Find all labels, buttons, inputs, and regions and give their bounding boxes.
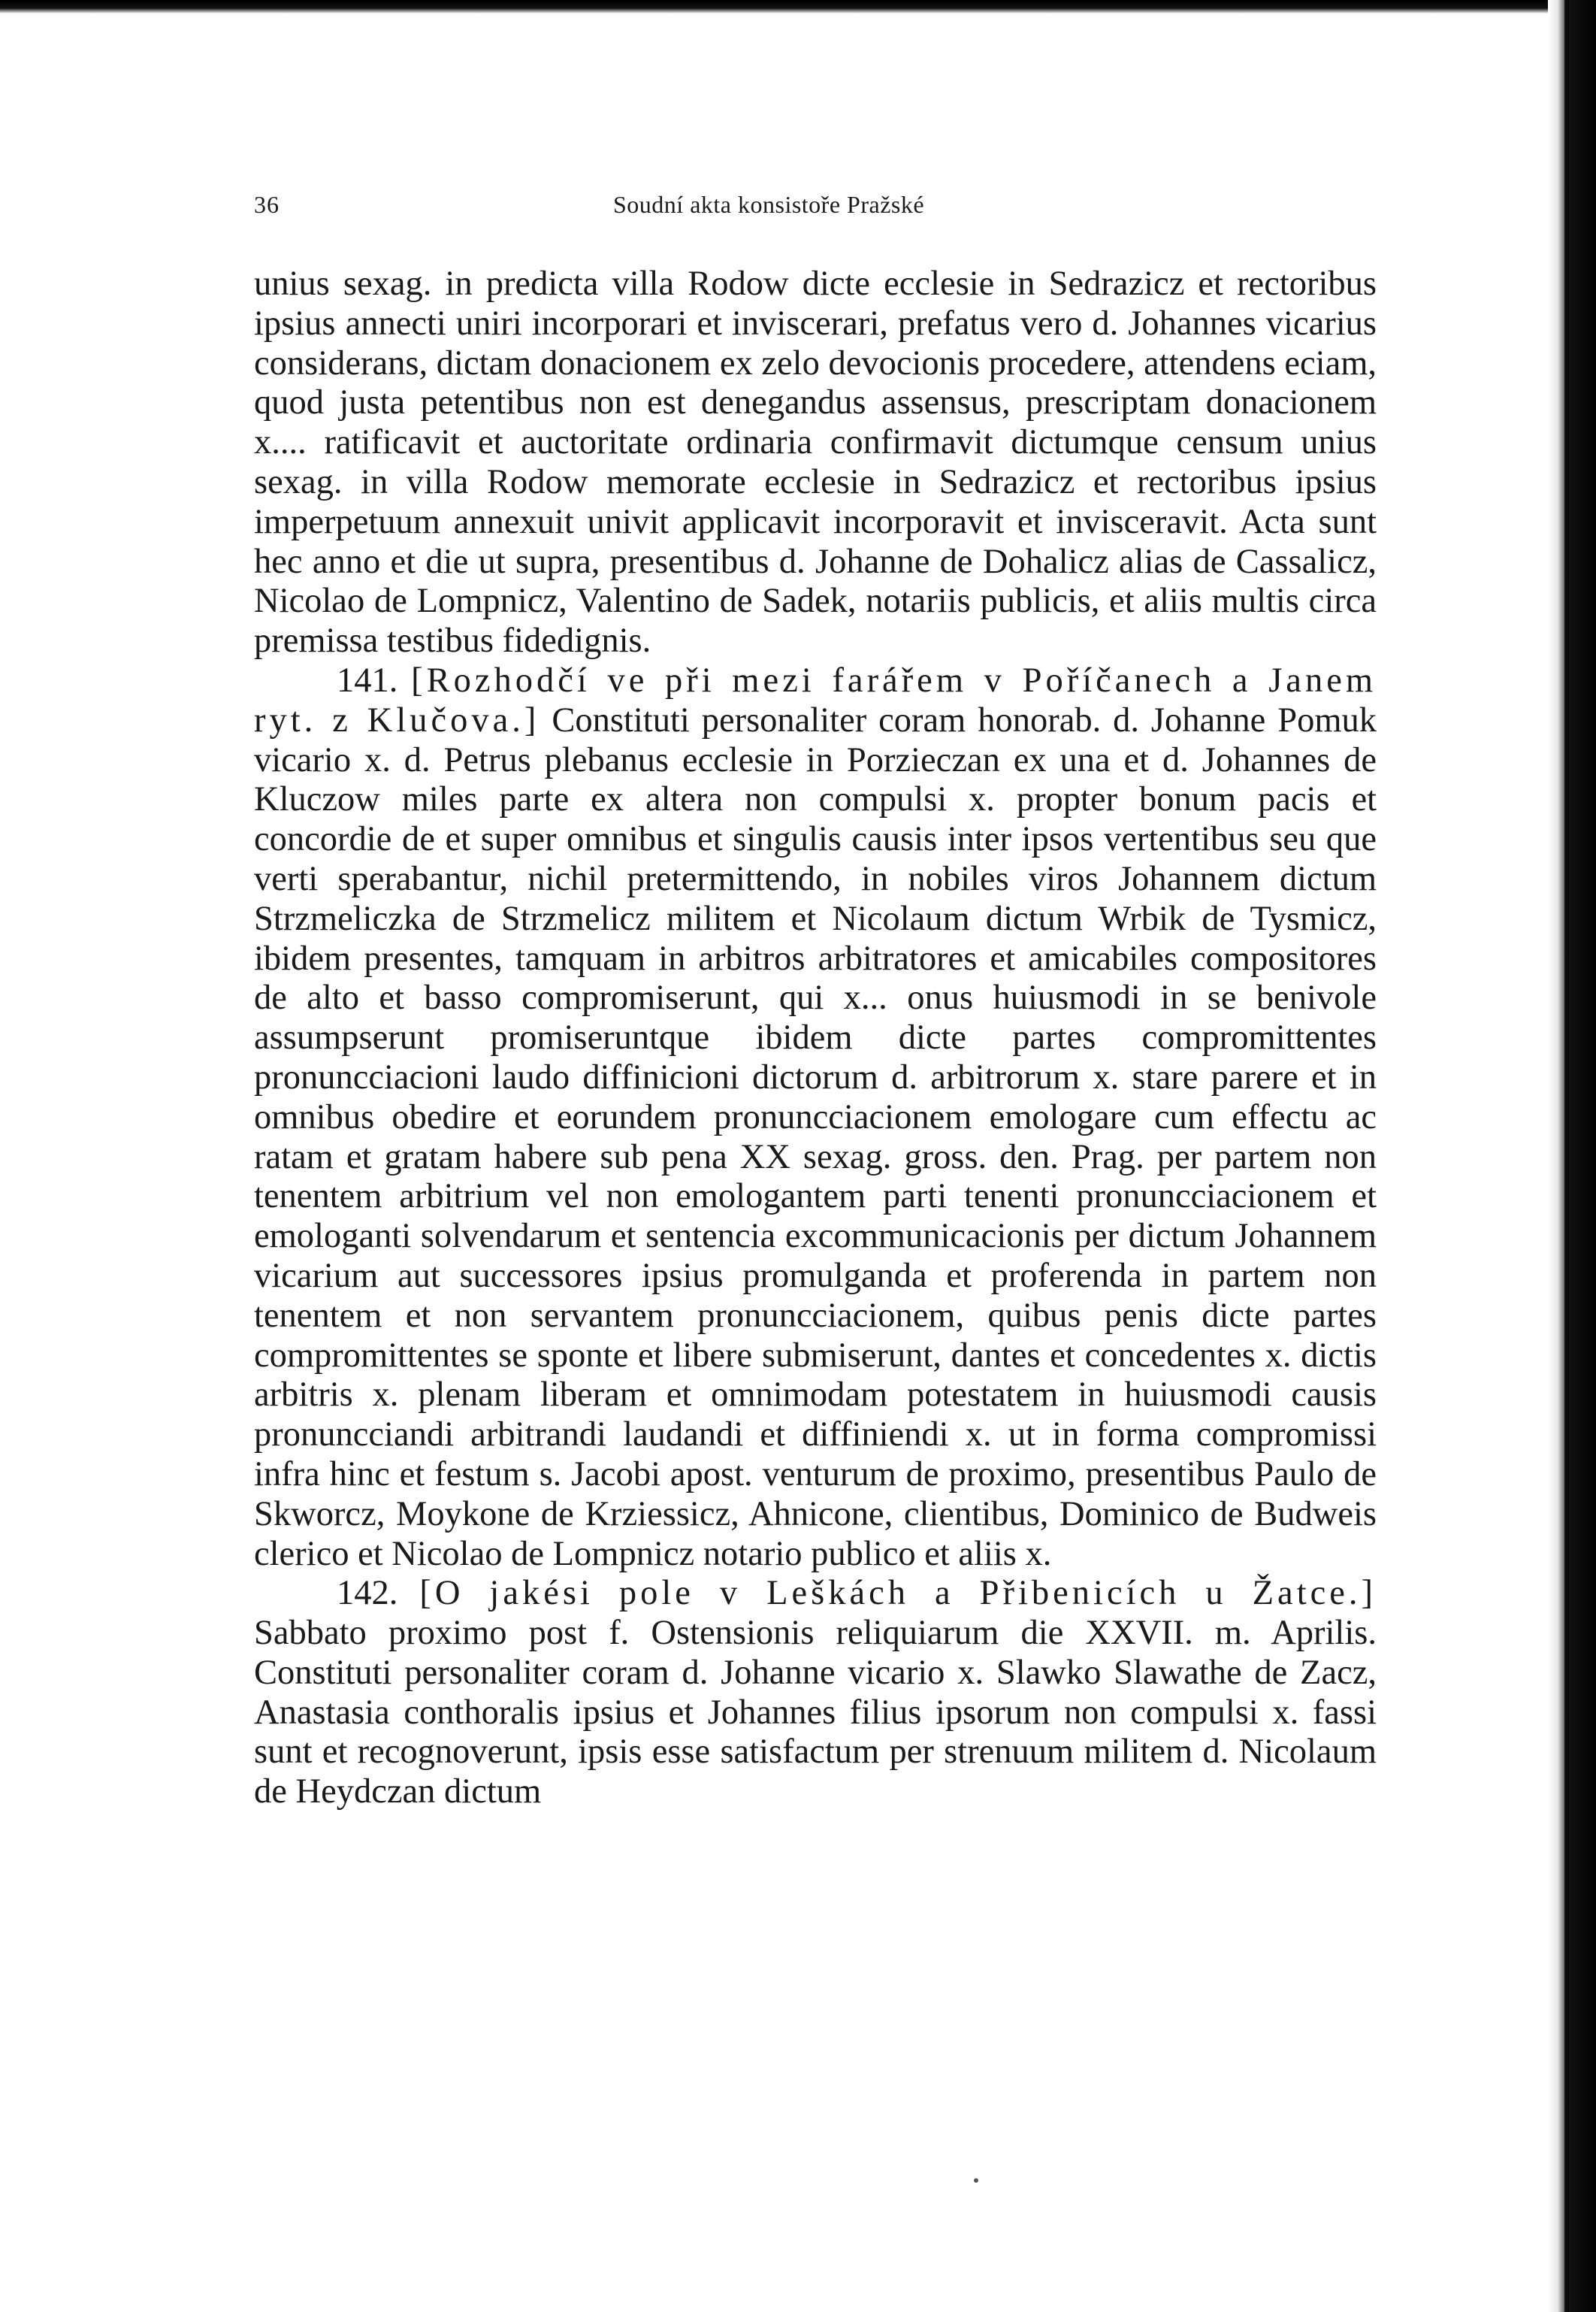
page-number: 36: [254, 191, 280, 218]
running-head: [254, 185, 1381, 230]
entry-142-text: Sabbato proximo post f. Ostensionis reliquiarum die XXVII. m. Aprilis. Constituti personaliter coram d. Johanne vicario x. Slawko Slawathe de Zacz, Anastasia conthoralis ipsius et Johannes filius ipsorum non compulsi x. fassi sunt et recognoverunt, ipsis esse satisfactum per strenuum militem d. Nicolaum de Heydczan dictum: [254, 1614, 1377, 1811]
entry-141-text: Constituti personaliter coram honorab. d. Johanne Pomuk vicario x. d. Petrus plebanus ecclesie in Porzieczan ex una et d. Johannes de Kluczow miles parte ex altera non compulsi x. propter bonum pacis et concordie de et super omnibus et singulis causis inter ipsos vertentibus seu que verti sperabantur, nichil pretermittendo, in nobiles viros Johannem dictum Strzmeliczka de Strzmelicz militem et Nicolaum dictum Wrbik de Tysmicz, ibidem presentes, tamquam in arbitros arbitratores et amicabiles compositores de alto et basso compromiserunt, qui x... onus huiusmodi in se benivole assumpserunt promiseruntque ibidem dicte partes compromittentes pronuncciacioni laudo diffinicioni dictorum d. arbitrorum x. stare parere et in omnibus obedire et eorundem pronuncciacionem emologare cum effectu ac ratam et gratam habere sub pena XX sexag. gross. den. Prag. per partem non tenentem arbitrium vel non emologantem parti tenenti pronuncciacionem et emologanti solvendarum et sentencia excommunicacionis per dictum Johannem vicarium aut successores ipsius promulganda et proferenda in partem non tenentem et non servantem pronuncciacionem, quibus penis dicte partes compromittentes se sponte et libere submiserunt, dantes et concedentes x. dictis arbitris x. plenam liberam et omnimodam potestatem in huiusmodi causis pronuncciandi arbitrandi laudandi et diffiniendi x. ut in forma compromissi infra hinc et festum s. Jacobi apost. venturum de proximo, presentibus Paulo de Skworcz, Moykone de Krziessicz, Ahnicone, clientibus, Dominico de Budweis clerico et Nicolao de Lompnicz notario publico et aliis x.: [254, 701, 1377, 1573]
scan-speck: [974, 2178, 978, 2183]
entry-142-heading: [O jakési pole v Leškách a Přibenicích u Žatce.]: [419, 1574, 1377, 1613]
scan-right-edge: [1548, 0, 1596, 2312]
entry-141-number: 141.: [337, 661, 398, 700]
scan-binding-line: [1564, 0, 1569, 2312]
scan-top-edge: [0, 0, 1548, 14]
entry-141-heading: [Rozhodčí ve při mezi farářem v Poříčanech a Janem ryt. z Klučova.]: [254, 661, 1377, 740]
entry-142: [254, 1574, 1377, 1812]
entry-141: [254, 661, 1377, 1574]
body-text: [254, 265, 1377, 1812]
running-title: Soudní akta konsistoře Pražské: [613, 191, 925, 218]
paragraph-continuation: unius sexag. in predicta villa Rodow dicte ecclesie in Sedrazicz et rectoribus ipsius annecti uniri incorporari et inviscerari, prefatus vero d. Johannes vicarius considerans, dictam donacionem ex zelo devocionis procedere, attendens eciam, quod justa petentibus non est denegandus assensus, prescriptam donacionem x.... ratificavit et auctoritate ordinaria confirmavit dictumque censum unius sexag. in villa Rodow memorate ecclesie in Sedrazicz et rectoribus ipsius imperpetuum annexuit univit applicavit incorporavit et invisceravit. Acta sunt hec anno et die ut supra, presentibus d. Johanne de Dohalicz alias de Cassalicz, Nicolao de Lompnicz, Valentino de Sadek, notariis publicis, et aliis multis circa premissa testibus fidedignis.: [254, 265, 1377, 661]
entry-142-number: 142.: [337, 1574, 398, 1613]
